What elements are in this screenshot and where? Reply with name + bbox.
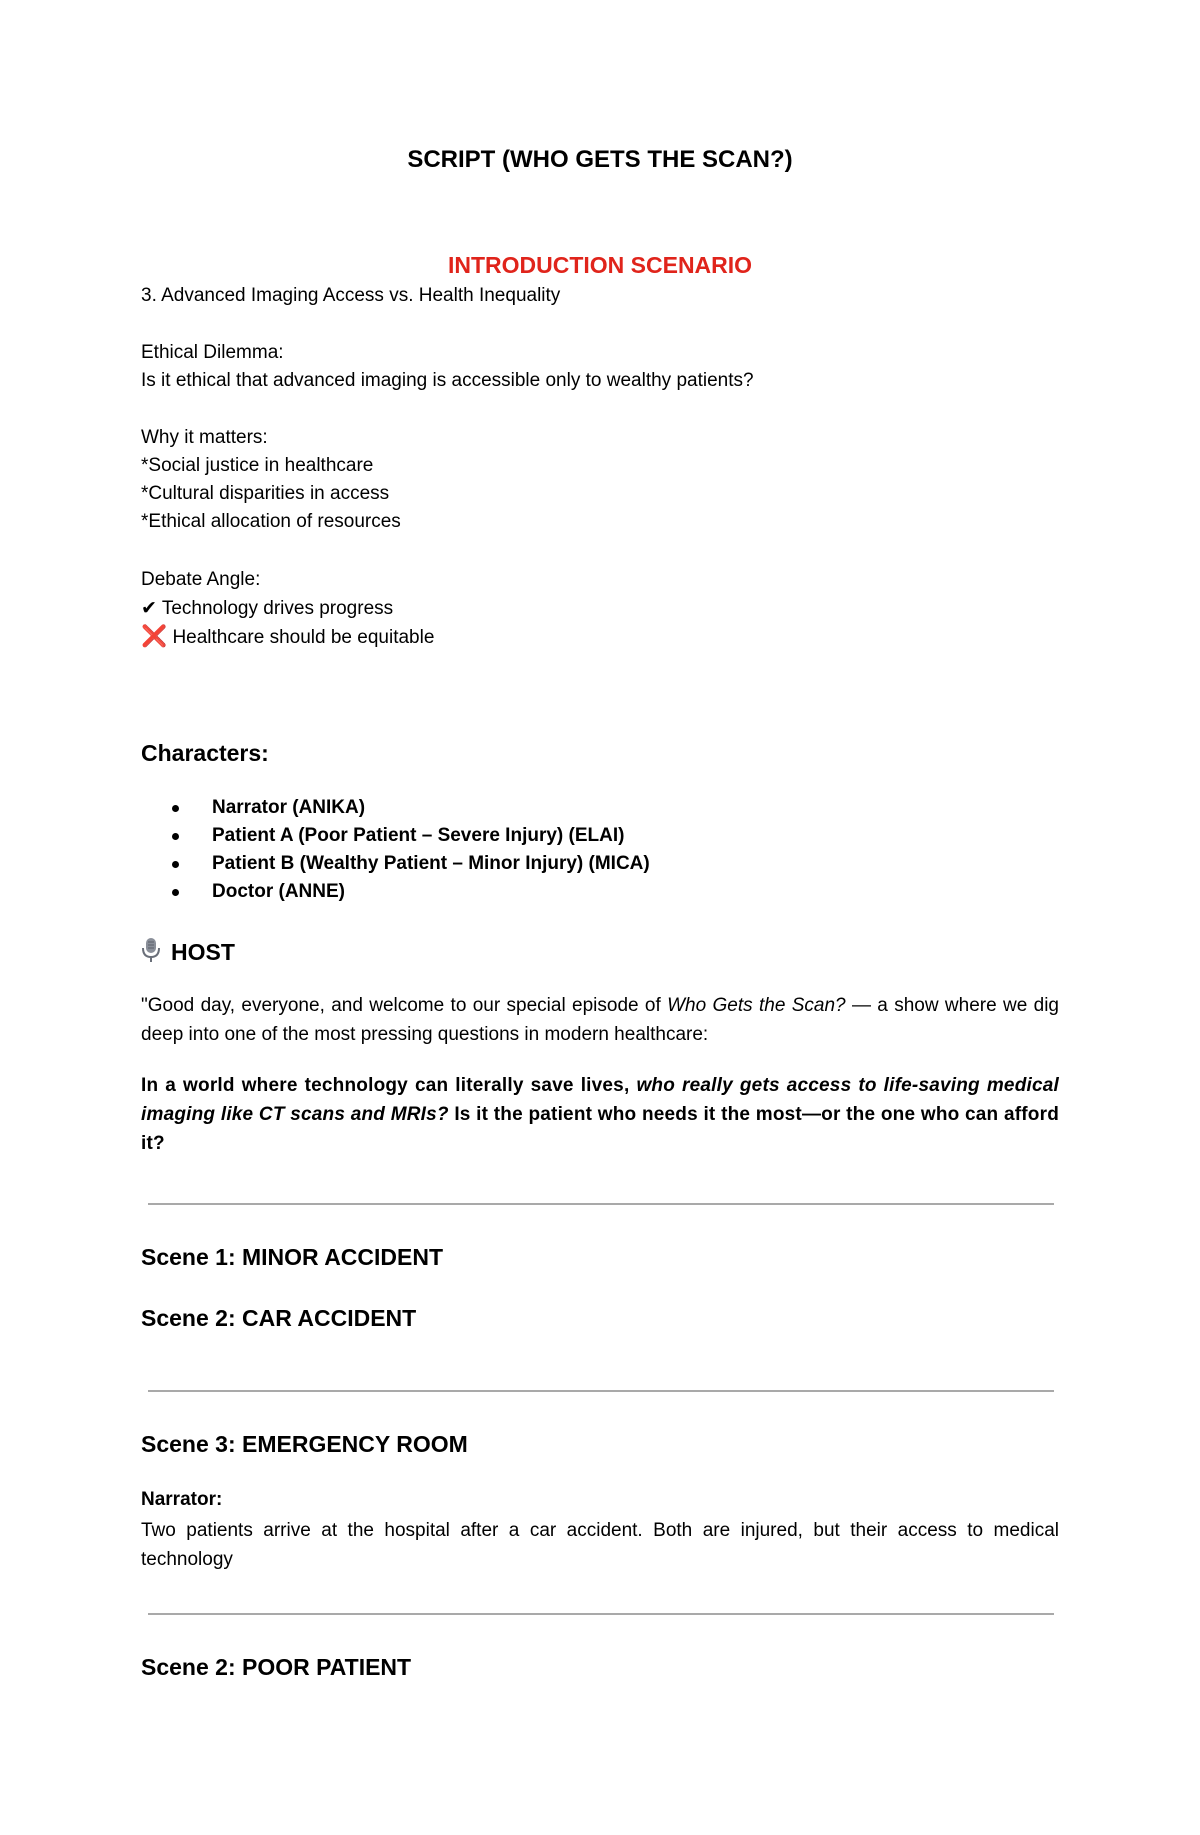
debate-label: Debate Angle: [141, 569, 261, 590]
why-item-2: *Cultural disparities in access [141, 483, 390, 504]
narrator-text: Two patients arrive at the hospital after a car accident. Both are injured, but their access to medical technology [141, 1520, 1059, 1570]
dilemma-text: Is it ethical that advanced imaging is accessible only to wealthy patients? [141, 370, 754, 391]
check-icon: ✔ [141, 598, 157, 619]
document-page: SCRIPT (WHO GETS THE SCAN?) INTRODUCTION SCENARIO 3. Advanced Imaging Access vs. Health Inequality Ethical Dilemma: Is it ethical that advanced imaging is accessible only to wealthy patients? Why it matters: *Social justice in healthcare *Cultural disparities in access *Ethical allocation of resources Debate Angle: ✔ Technology drives progress ❌ Healthcare should be equitable Characters: Narrator (ANIKA) Patient A (Poor Patient – Severe Injury) (ELAI) Patient B (Wealthy Patient – Minor Injury) (MICA) Doctor (ANNE) HOST "Good day, everyone, and welcome to our special episode of Who Gets the Scan? — a show where we dig deep into one of the most pressing questions in modern healthcare: In a world where technology can literally save lives, who really gets access to life-saving medical imaging like CT scans and MRIs? Is it the patient who needs it the most—or the one who can afford it? Scene 1: MINOR ACCIDENT Scene 2: CAR ACCIDENT Scene 3: EMERGENCY ROOM Narrator: Two patients arrive at the hospital after a car accident. Both are injured, but their access to medical technology Scene 2: POOR PATIENT [0, 0, 1200, 1835]
intro-topic: 3. Advanced Imaging Access vs. Health Inequality [141, 285, 561, 306]
scene-2b-heading: Scene 2: POOR PATIENT [141, 1654, 412, 1680]
debate-con-text: Healthcare should be equitable [172, 627, 435, 648]
horizontal-divider [148, 1203, 1054, 1205]
debate-pro [141, 597, 393, 620]
scene-3-heading: Scene 3: EMERGENCY ROOM [141, 1431, 468, 1457]
scene-1-heading: Scene 1: MINOR ACCIDENT [141, 1244, 444, 1270]
document-title: SCRIPT (WHO GETS THE SCAN?) [407, 146, 793, 173]
bullet-icon [172, 889, 179, 896]
host-paragraph-2: In a world where technology can literally save lives, who really gets access to life-saving medical imaging like CT scans and MRIs? Is it the patient who needs it the most—or the one who can afford it? [141, 1075, 1059, 1154]
host-heading-text: HOST [171, 939, 235, 965]
horizontal-divider [148, 1390, 1054, 1392]
debate-con [141, 625, 434, 649]
debate-pro-text: Technology drives progress [161, 598, 394, 619]
microphone-icon [141, 937, 161, 963]
intro-heading: INTRODUCTION SCENARIO [447, 252, 753, 278]
why-item-1: *Social justice in healthcare [141, 455, 374, 476]
characters-heading: Characters: [141, 740, 269, 766]
host-heading [141, 937, 235, 966]
bullet-icon [172, 833, 179, 840]
bullet-icon [172, 805, 179, 812]
bullet-icon [172, 861, 179, 868]
why-item-3: *Ethical allocation of resources [141, 511, 401, 532]
why-label: Why it matters: [141, 427, 268, 448]
scene-2-heading: Scene 2: CAR ACCIDENT [141, 1305, 417, 1331]
dilemma-label: Ethical Dilemma: [141, 342, 284, 363]
horizontal-divider [148, 1613, 1054, 1615]
cross-icon: ❌ [141, 625, 168, 648]
narrator-label: Narrator: [141, 1489, 223, 1510]
host-paragraph-1: "Good day, everyone, and welcome to our special episode of Who Gets the Scan? — a show where we dig deep into one of the most pressing questions in modern healthcare: [141, 995, 1059, 1045]
